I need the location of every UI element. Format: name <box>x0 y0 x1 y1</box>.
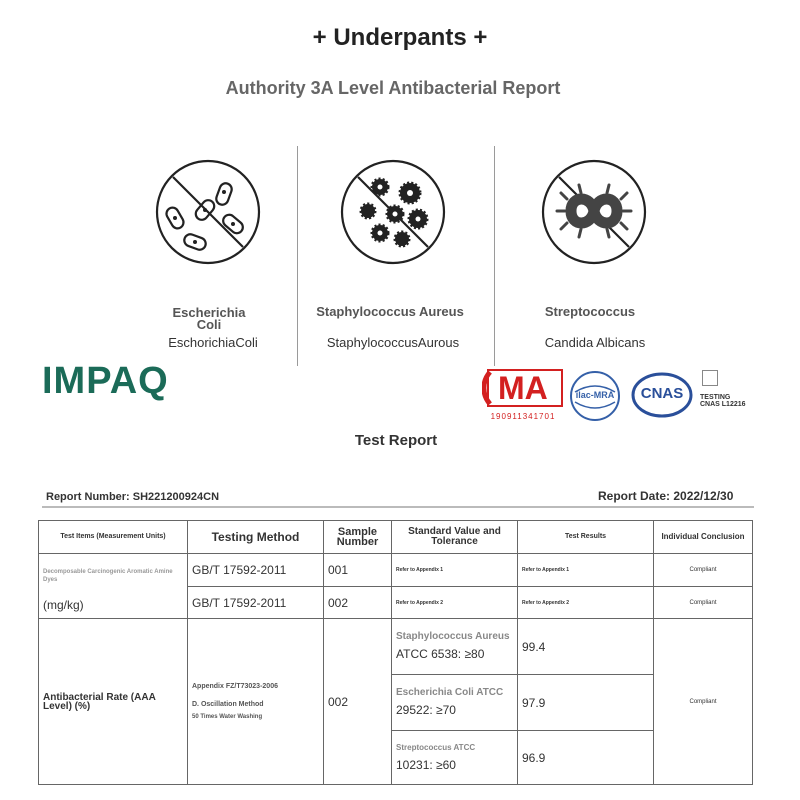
header-sample-number: Sample Number <box>324 521 392 554</box>
table-header-row <box>39 521 753 554</box>
header-test-results: Test Results <box>518 521 654 554</box>
table-row <box>39 619 753 675</box>
column-divider <box>494 146 495 366</box>
e-coli-icon <box>155 159 261 265</box>
cell-test-item: Decomposable Carcinogenic Aromatic Amine Dyes (mg/kg) <box>39 554 188 619</box>
cell-method: Appendix FZ/T73023-2006 D. Oscillation Method 50 Times Water Washing <box>188 619 324 785</box>
cma-logo: MA 190911341701 <box>482 368 564 424</box>
bacteria-label: Candida Albicans <box>544 335 646 350</box>
bacteria-name: Escherichia Coli <box>172 305 246 332</box>
cell-conclusion: Compliant <box>654 587 753 619</box>
page-title: + Underpants + <box>312 24 488 51</box>
cell-result: 96.9 <box>518 731 654 785</box>
header-test-items: Test Items (Measurement Units) <box>39 521 188 554</box>
accreditation-mark-icon <box>702 370 718 386</box>
cell-result: 97.9 <box>518 675 654 731</box>
streptococcus-icon <box>541 159 647 265</box>
header-standard-value: Standard Value and Tolerance <box>392 521 518 554</box>
table-row <box>39 554 753 587</box>
cell-conclusion: Compliant <box>654 619 753 785</box>
page-subtitle: Authority 3A Level Antibacterial Report <box>225 78 561 98</box>
column-divider <box>297 146 298 366</box>
testing-accreditation: TESTING CNAS L12216 <box>700 370 760 420</box>
cell-result: Refer to Appendix 2 <box>518 587 654 619</box>
bacteria-name: Streptococcus <box>544 304 636 319</box>
cell-standard: Escherichia Coli ATCC 29522: ≥70 <box>392 675 518 731</box>
cell-result: Refer to Appendix 1 <box>518 554 654 587</box>
header-individual-conclusion: Individual Conclusion <box>654 521 753 554</box>
cell-standard: Refer to Appendix 1 <box>392 554 518 587</box>
cell-antibacterial-rate: Antibacterial Rate (AAA Level) (%) <box>39 619 188 785</box>
ilac-mra-logo: ilac-MRA <box>569 370 621 422</box>
cell-standard: Staphylococcus Aureus ATCC 6538: ≥80 <box>392 619 518 675</box>
impaq-logo: IMPAQ <box>42 360 169 402</box>
staphylococcus-icon <box>340 159 446 265</box>
bacteria-label: StaphylococcusAurous <box>326 335 460 350</box>
test-report-heading: Test Report <box>354 432 438 449</box>
report-table <box>38 520 753 785</box>
cell-sample: 001 <box>324 554 392 587</box>
cell-sample: 002 <box>324 619 392 785</box>
cell-standard: Refer to Appendix 2 <box>392 587 518 619</box>
cell-method: GB/T 17592-2011 <box>188 587 324 619</box>
cell-standard: Streptococcus ATCC 10231: ≥60 <box>392 731 518 785</box>
cell-result: 99.4 <box>518 619 654 675</box>
cell-conclusion: Compliant <box>654 554 753 587</box>
cell-sample: 002 <box>324 587 392 619</box>
bacteria-name: Staphylococcus Aureus <box>316 304 464 319</box>
cell-method: GB/T 17592-2011 <box>188 554 324 587</box>
report-date: Report Date: 2022/12/30 <box>598 489 734 503</box>
bacteria-label: EschorichiaColi <box>168 335 258 350</box>
cnas-logo: CNAS <box>631 372 693 418</box>
header-divider <box>42 506 754 508</box>
report-number: Report Number: SH221200924CN <box>46 491 220 503</box>
header-testing-method: Testing Method <box>188 521 324 554</box>
